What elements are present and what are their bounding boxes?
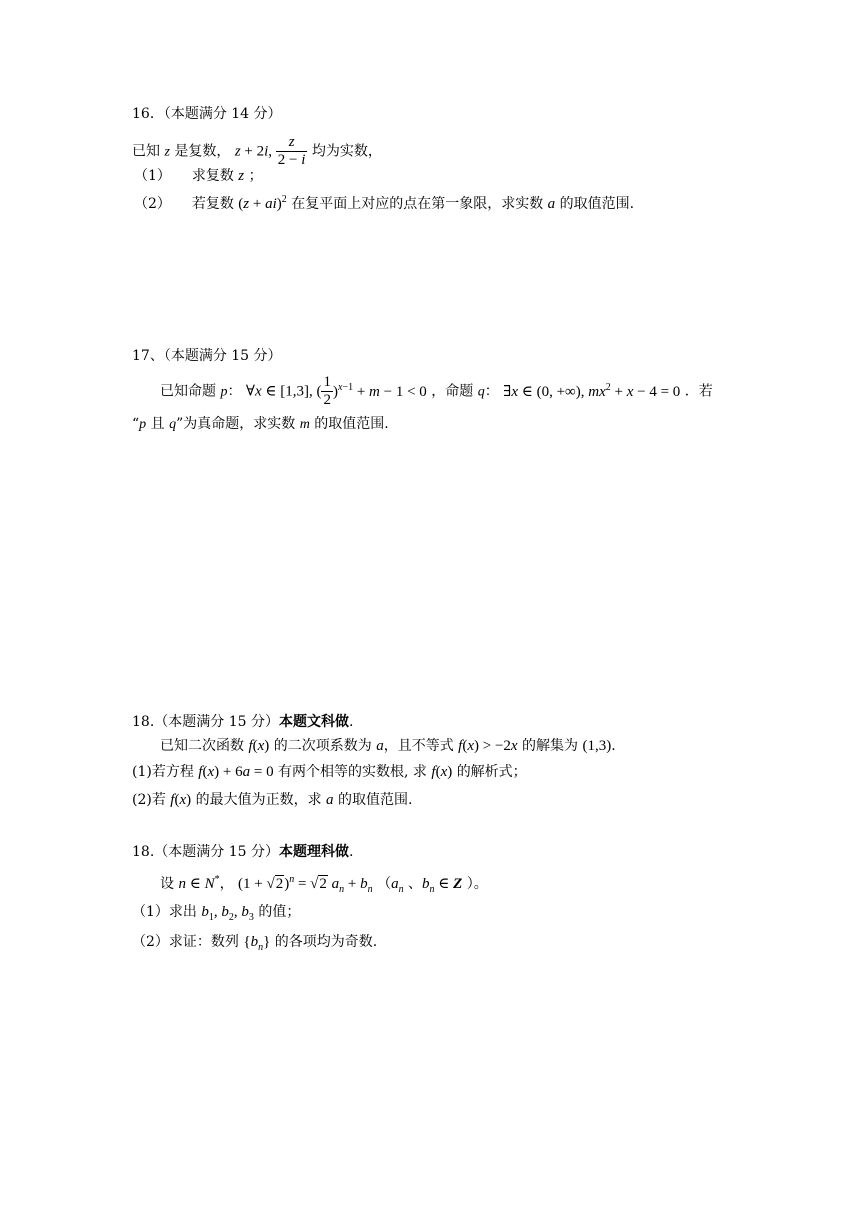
problem-18-arts-header [132,712,353,732]
text: ，命题 [431,383,474,400]
text: 有两个相等的实数根, 求 [278,764,427,780]
text: 18. [132,844,155,860]
problem-18-science-line-1 [160,870,488,900]
problem-17-line-1 [160,374,713,409]
math-sequence-b-n: $\{b_n\}$ [243,934,271,953]
text: ”为真命题，求实数 [176,416,296,432]
text: . [348,714,354,730]
text: ，且不等式 [383,738,454,754]
text: 是复数， [174,143,231,160]
text: 的解集为 [522,738,579,754]
text: （本题满分 15 分） [154,714,279,730]
text: 在复平面上对应的点在第一象限，求实数 [291,196,544,212]
problem-18-arts-item-2 [132,790,412,810]
text: 的取值范围. [314,416,389,432]
problem-16-header: 16．（本题满分 14 分） [132,106,282,122]
math-a: a [547,196,556,212]
math-fraction-z-over-2-minus-i: $\frac{z}{2 - i}$ [277,134,306,168]
problem-17-header: 17、（本题满分 15 分） [132,348,282,364]
math-z-plus-2i: z + 2i, [234,143,276,160]
math-p: p [139,417,147,432]
math-f-of-x: f(x) [431,764,453,780]
problem-18-arts-item-1 [132,762,527,782]
math-q: q [169,417,177,432]
text: （1）求出 [132,904,197,920]
math-proposition-p-rest: )$^{x-1}$ + m − 1 < 0 [332,381,427,400]
text: ： [227,383,242,400]
text: 、 [408,876,423,892]
item-number: （2） [134,196,171,212]
text: 的各项均为奇数. [274,934,378,950]
math-proposition-p: ∀x ∈ [1,3], ( [245,383,322,400]
math-equation: f(x) + 6a = 0 [198,764,274,780]
item-number: （1） [134,168,171,184]
text: 的二次项系数为 [273,738,372,754]
math-m: m [299,417,310,432]
math-z-plus-ai-squared: (z + ai)$^2$ [238,194,287,212]
math-f-of-x: f(x) [170,792,192,808]
text: 本题理科做 [278,844,349,860]
text: (1)若方程 [132,764,194,780]
problem-16-item-2 [134,190,634,214]
text: “ [132,416,140,432]
text: ， [219,876,234,892]
math-f-of-x: f(x) [248,738,270,754]
problem-18-arts-line-1 [160,736,616,756]
math-n-in-N: n ∈ N* [178,874,220,892]
text: 且 [150,416,165,432]
text: (2)若 [132,792,166,808]
text: 均为实数， [311,143,382,160]
text: 的取值范围. [559,196,635,212]
text: ： [484,383,499,400]
math-a: a [376,738,384,754]
math-z: z [238,168,245,184]
text: . [611,738,616,754]
text: （ [377,876,392,892]
math-proposition-q: ∃x ∈ (0, +∞), $mx^2 + x - 4 = 0$ [503,381,681,400]
text: 已知 [132,143,160,160]
math-p: p [220,384,228,400]
text: 的解析式； [456,764,527,780]
math-interval: (1,3) [582,738,612,754]
text: ．若 [684,383,713,400]
math-inequality: f(x) > −2x [458,738,518,754]
math-binomial-expansion: $(1 + √2)^n = √2$ $a_n + b_n$ [238,874,373,895]
text: （2）求证：数列 [132,934,239,950]
text: 的最大值为正数，求 [195,792,322,808]
text: ）。 [466,876,488,892]
problem-17-line-2 [132,414,389,435]
problem-16-item-1 [134,166,263,186]
text: 的值； [258,904,301,920]
text: 本题文科做 [278,714,349,730]
text: 已知命题 [160,383,216,400]
text: 设 [160,876,174,892]
text: 求复数 [191,168,234,184]
math-a: a [326,792,334,808]
math-a-n: $a_n$ [391,876,404,895]
problem-18-science-item-2 [132,932,377,958]
text: 18. [132,714,155,730]
math-q: q [477,384,485,400]
math-b1-b2-b3: $b_1$, $b_2$, $b_3$ [201,904,254,923]
text: ； [248,168,263,184]
math-b-n-in-Z: $b_n$ ∈ Z [422,876,463,895]
text: 的取值范围. [338,792,413,808]
problem-18-science-header [132,842,353,862]
text: 已知二次函数 [160,738,244,754]
text: . [348,844,354,860]
math-fraction-one-half: $\frac{1}{2}$ [323,374,331,408]
problem-18-science-item-1 [132,902,300,928]
math-z: z [164,144,170,160]
text: 若复数 [191,196,234,212]
text: （本题满分 15 分） [154,844,279,860]
problem-16-intro [132,134,382,169]
